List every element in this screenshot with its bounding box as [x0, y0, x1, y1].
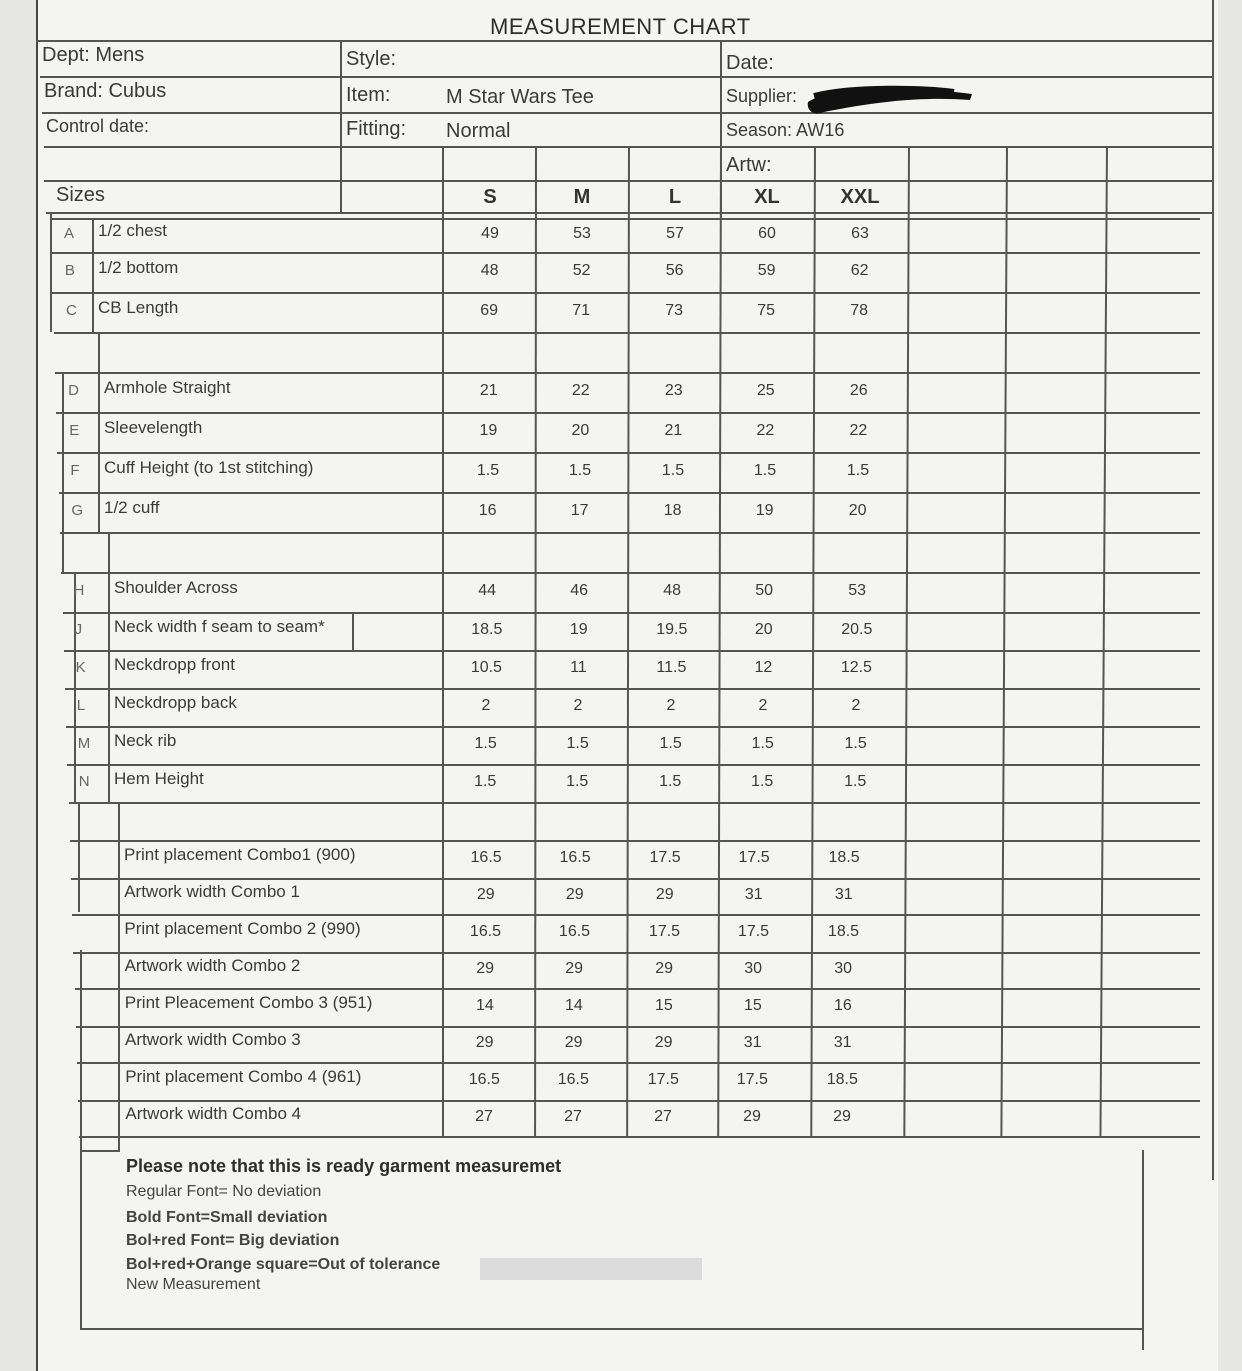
size-value-xl: 29 [743, 1108, 761, 1125]
grid-line [80, 1150, 120, 1152]
row-label: Print placement Combo 2 (990) [124, 919, 361, 938]
grid-line [63, 612, 1200, 614]
row-letter: D [68, 382, 79, 399]
size-value-xl: 22 [756, 422, 775, 439]
item-label: Item: [346, 84, 391, 106]
size-value-s: 44 [478, 582, 497, 599]
size-value-xxl: 62 [850, 262, 869, 279]
size-value-s: 48 [480, 262, 499, 279]
size-value-s: 49 [481, 225, 499, 242]
size-value-xl: 17.5 [737, 923, 770, 940]
grid-line [40, 76, 1212, 78]
size-value-m: 1.5 [566, 773, 589, 790]
row-letter: N [78, 773, 90, 790]
size-value-l: 17.5 [649, 849, 681, 866]
size-header-s: S [483, 186, 497, 208]
size-value-xxl: 22 [849, 422, 868, 439]
size-value-l: 18 [663, 502, 682, 519]
size-value-xl: 1.5 [751, 735, 774, 752]
row-label: Print Pleacement Combo 3 (951) [124, 993, 373, 1012]
note-new-measurement: New Measurement [126, 1276, 261, 1293]
grid-line [64, 650, 1200, 652]
size-value-xl: 75 [757, 302, 776, 319]
row-label: Artwork width Combo 4 [125, 1104, 302, 1123]
row-label: Armhole Straight [104, 378, 231, 397]
size-value-xxl: 31 [834, 886, 853, 903]
row-letter: E [69, 422, 80, 439]
size-value-s: 29 [475, 1034, 494, 1051]
size-value-m: 29 [564, 1034, 583, 1051]
size-value-l: 23 [664, 382, 683, 399]
grid-line [79, 1136, 1200, 1138]
row-letter: B [64, 262, 75, 279]
grid-line [50, 218, 1200, 220]
size-value-s: 18.5 [471, 621, 503, 638]
grid-line [59, 492, 1200, 494]
size-value-l: 17.5 [648, 923, 681, 940]
sheet-edge [1212, 0, 1214, 1180]
fitting-value: Normal [446, 120, 511, 142]
artw-label: Artw: [726, 154, 772, 176]
size-value-xxl: 78 [850, 302, 869, 319]
size-value-xl: 12 [754, 659, 773, 676]
size-value-s: 1.5 [474, 773, 497, 790]
size-value-xl: 2 [758, 697, 768, 714]
brand-label: Brand: Cubus [44, 80, 167, 102]
size-value-m: 29 [565, 960, 584, 977]
size-value-xxl: 1.5 [846, 462, 870, 479]
size-value-xxl: 63 [851, 225, 869, 242]
grid-line [42, 112, 1212, 114]
size-value-xl: 31 [743, 1034, 762, 1051]
size-value-l: 56 [665, 262, 684, 279]
grid-line [118, 802, 120, 1152]
size-value-s: 14 [475, 997, 494, 1014]
grid-line [71, 878, 1200, 880]
row-letter: J [74, 621, 83, 638]
grid-line [36, 40, 1214, 42]
size-value-xl: 60 [758, 225, 776, 242]
sizes-label: Sizes [56, 184, 105, 206]
size-value-s: 10.5 [470, 659, 502, 676]
size-value-xl: 20 [754, 621, 773, 638]
size-value-xxl: 1.5 [844, 773, 867, 790]
size-value-m: 19 [569, 621, 588, 638]
grid-line [61, 572, 1200, 574]
size-value-m: 71 [572, 302, 591, 319]
grid-line [76, 1026, 1200, 1028]
size-value-xxl: 20.5 [841, 621, 873, 638]
grid-line [66, 726, 1200, 728]
size-value-l: 1.5 [661, 462, 685, 479]
size-value-m: 16.5 [557, 1071, 589, 1088]
item-value: M Star Wars Tee [446, 86, 594, 108]
size-value-s: 19 [479, 422, 498, 439]
grid-line [62, 372, 64, 572]
note-regular: Regular Font= No deviation [126, 1183, 322, 1200]
size-value-l: 29 [655, 960, 674, 977]
note-bold-red: Bol+red Font= Big deviation [126, 1232, 340, 1249]
grid-line [108, 532, 110, 802]
row-label: 1/2 bottom [98, 258, 179, 277]
fitting-label: Fitting: [346, 118, 407, 140]
grid-line [352, 612, 354, 650]
grid-line [77, 1062, 1200, 1064]
date-label: Date: [726, 52, 774, 74]
row-letter: M [77, 735, 91, 752]
size-value-s: 16.5 [469, 923, 502, 940]
grid-line [98, 332, 100, 532]
size-value-xxl: 31 [833, 1034, 852, 1051]
row-label: Print placement Combo1 (900) [124, 845, 356, 864]
size-value-xxl: 2 [851, 697, 861, 714]
size-value-xl: 25 [756, 382, 775, 399]
size-value-xl: 50 [755, 582, 774, 599]
note-main: Please note that this is ready garment measuremet [126, 1156, 562, 1176]
grid-line [75, 988, 1200, 990]
style-label: Style: [346, 48, 397, 70]
grid-line [442, 146, 444, 1138]
size-value-s: 29 [476, 960, 495, 977]
size-value-s: 29 [476, 886, 495, 903]
size-header-l: L [668, 186, 682, 208]
size-value-s: 21 [479, 382, 498, 399]
size-value-xxl: 20 [848, 502, 867, 519]
size-value-m: 1.5 [566, 735, 589, 752]
size-value-l: 21 [664, 422, 683, 439]
size-value-m: 1.5 [568, 462, 592, 479]
row-label: Sleevelength [104, 418, 203, 437]
size-value-m: 11 [570, 659, 587, 676]
size-value-m: 17 [570, 502, 589, 519]
size-value-l: 48 [663, 582, 682, 599]
note-bold-red-orange: Bol+red+Orange square=Out of tolerance [126, 1256, 441, 1273]
size-value-m: 2 [573, 697, 583, 714]
row-label: Shoulder Across [114, 578, 238, 597]
grid-line [60, 532, 1200, 534]
size-value-xxl: 1.5 [844, 735, 867, 752]
grid-line [73, 952, 1200, 954]
grid-line [92, 218, 94, 332]
grid-line [50, 212, 52, 332]
size-value-m: 16.5 [559, 849, 591, 866]
size-value-m: 16.5 [558, 923, 591, 940]
size-value-m: 20 [571, 422, 590, 439]
size-value-m: 46 [570, 582, 589, 599]
size-value-l: 73 [665, 302, 684, 319]
row-label: Artwork width Combo 3 [125, 1030, 301, 1049]
size-value-l: 1.5 [659, 773, 682, 790]
faded-strip [480, 1258, 702, 1280]
size-value-xl: 19 [755, 502, 774, 519]
row-letter: A [64, 225, 75, 242]
row-letter: C [65, 302, 77, 319]
size-value-l: 1.5 [659, 735, 682, 752]
row-letter: G [71, 502, 84, 519]
size-header-m: M [573, 186, 591, 208]
size-value-xxl: 12.5 [840, 659, 872, 676]
grid-line [78, 1100, 1200, 1102]
size-value-xl: 15 [743, 997, 762, 1014]
row-letter: H [73, 582, 85, 599]
size-value-l: 15 [654, 997, 673, 1014]
row-letter: F [70, 462, 80, 479]
size-value-m: 29 [565, 886, 584, 903]
row-label: Hem Height [114, 769, 204, 788]
size-value-l: 29 [654, 1034, 673, 1051]
supplier-label: Supplier: [726, 86, 798, 106]
grid-line [78, 802, 80, 912]
grid-line [340, 40, 342, 212]
size-value-l: 19.5 [656, 621, 688, 638]
size-value-m: 14 [564, 997, 583, 1014]
chart-title: MEASUREMENT CHART [490, 14, 751, 39]
size-value-xxl: 53 [848, 582, 867, 599]
control-date-label: Control date: [46, 116, 150, 136]
size-value-xxl: 26 [849, 382, 868, 399]
row-label: Artwork width Combo 1 [124, 882, 300, 901]
size-value-l: 57 [666, 225, 684, 242]
grid-line [65, 688, 1200, 690]
size-value-xl: 17.5 [738, 849, 770, 866]
grid-line [70, 840, 1200, 842]
grid-line [72, 914, 1200, 916]
season-label: Season: AW16 [726, 120, 845, 140]
size-value-m: 27 [564, 1108, 582, 1125]
row-label: Artwork width Combo 2 [124, 956, 301, 975]
sheet-edge [1142, 1150, 1144, 1350]
size-value-xl: 1.5 [751, 773, 774, 790]
row-label: Neckdropp back [114, 693, 237, 712]
size-value-l: 27 [654, 1108, 672, 1125]
size-value-xl: 1.5 [753, 462, 777, 479]
grid-line [51, 252, 1200, 254]
grid-line [67, 764, 1200, 766]
row-label: CB Length [98, 298, 179, 317]
row-label: Neckdropp front [114, 655, 235, 674]
size-value-s: 2 [481, 697, 491, 714]
size-value-xxl: 16 [833, 997, 852, 1014]
size-value-xxl: 29 [833, 1108, 851, 1125]
redaction-mark [804, 82, 976, 118]
grid-line [69, 802, 1200, 804]
row-label: 1/2 chest [98, 221, 167, 240]
size-value-xl: 31 [744, 886, 763, 903]
size-value-s: 16.5 [468, 1071, 500, 1088]
row-label: 1/2 cuff [104, 498, 160, 517]
size-value-xxl: 30 [834, 960, 853, 977]
grid-line [80, 950, 82, 1330]
size-value-l: 11.5 [656, 659, 687, 676]
size-value-m: 22 [571, 382, 590, 399]
size-value-m: 53 [573, 225, 591, 242]
size-value-s: 1.5 [476, 462, 500, 479]
grid-line [74, 572, 76, 802]
size-value-l: 17.5 [647, 1071, 679, 1088]
size-value-xxl: 18.5 [827, 923, 860, 940]
size-value-m: 52 [572, 262, 591, 279]
size-value-s: 16.5 [470, 849, 502, 866]
size-header-xxl: XXL [840, 186, 880, 208]
grid-line [52, 292, 1200, 294]
size-value-xxl: 18.5 [828, 849, 860, 866]
row-letter: K [75, 659, 86, 676]
size-value-l: 29 [655, 886, 674, 903]
size-value-xxl: 18.5 [826, 1071, 858, 1088]
size-value-xl: 30 [744, 960, 763, 977]
size-value-l: 2 [666, 697, 676, 714]
note-bold: Bold Font=Small deviation [126, 1209, 328, 1226]
size-value-xl: 17.5 [736, 1071, 768, 1088]
row-label: Print placement Combo 4 (961) [125, 1067, 362, 1086]
sheet-edge [80, 1328, 1144, 1330]
size-value-s: 69 [480, 302, 499, 319]
row-label: Cuff Height (to 1st stitching) [104, 458, 314, 477]
size-value-s: 27 [475, 1108, 493, 1125]
row-label: Neck rib [114, 731, 177, 750]
size-value-s: 1.5 [474, 735, 497, 752]
dept-label: Dept: Mens [42, 44, 145, 66]
size-value-s: 16 [478, 502, 497, 519]
size-header-xl: XL [754, 186, 780, 208]
row-label: Neck width f seam to seam* [114, 617, 325, 636]
row-letter: L [76, 697, 86, 714]
size-value-xl: 59 [757, 262, 776, 279]
